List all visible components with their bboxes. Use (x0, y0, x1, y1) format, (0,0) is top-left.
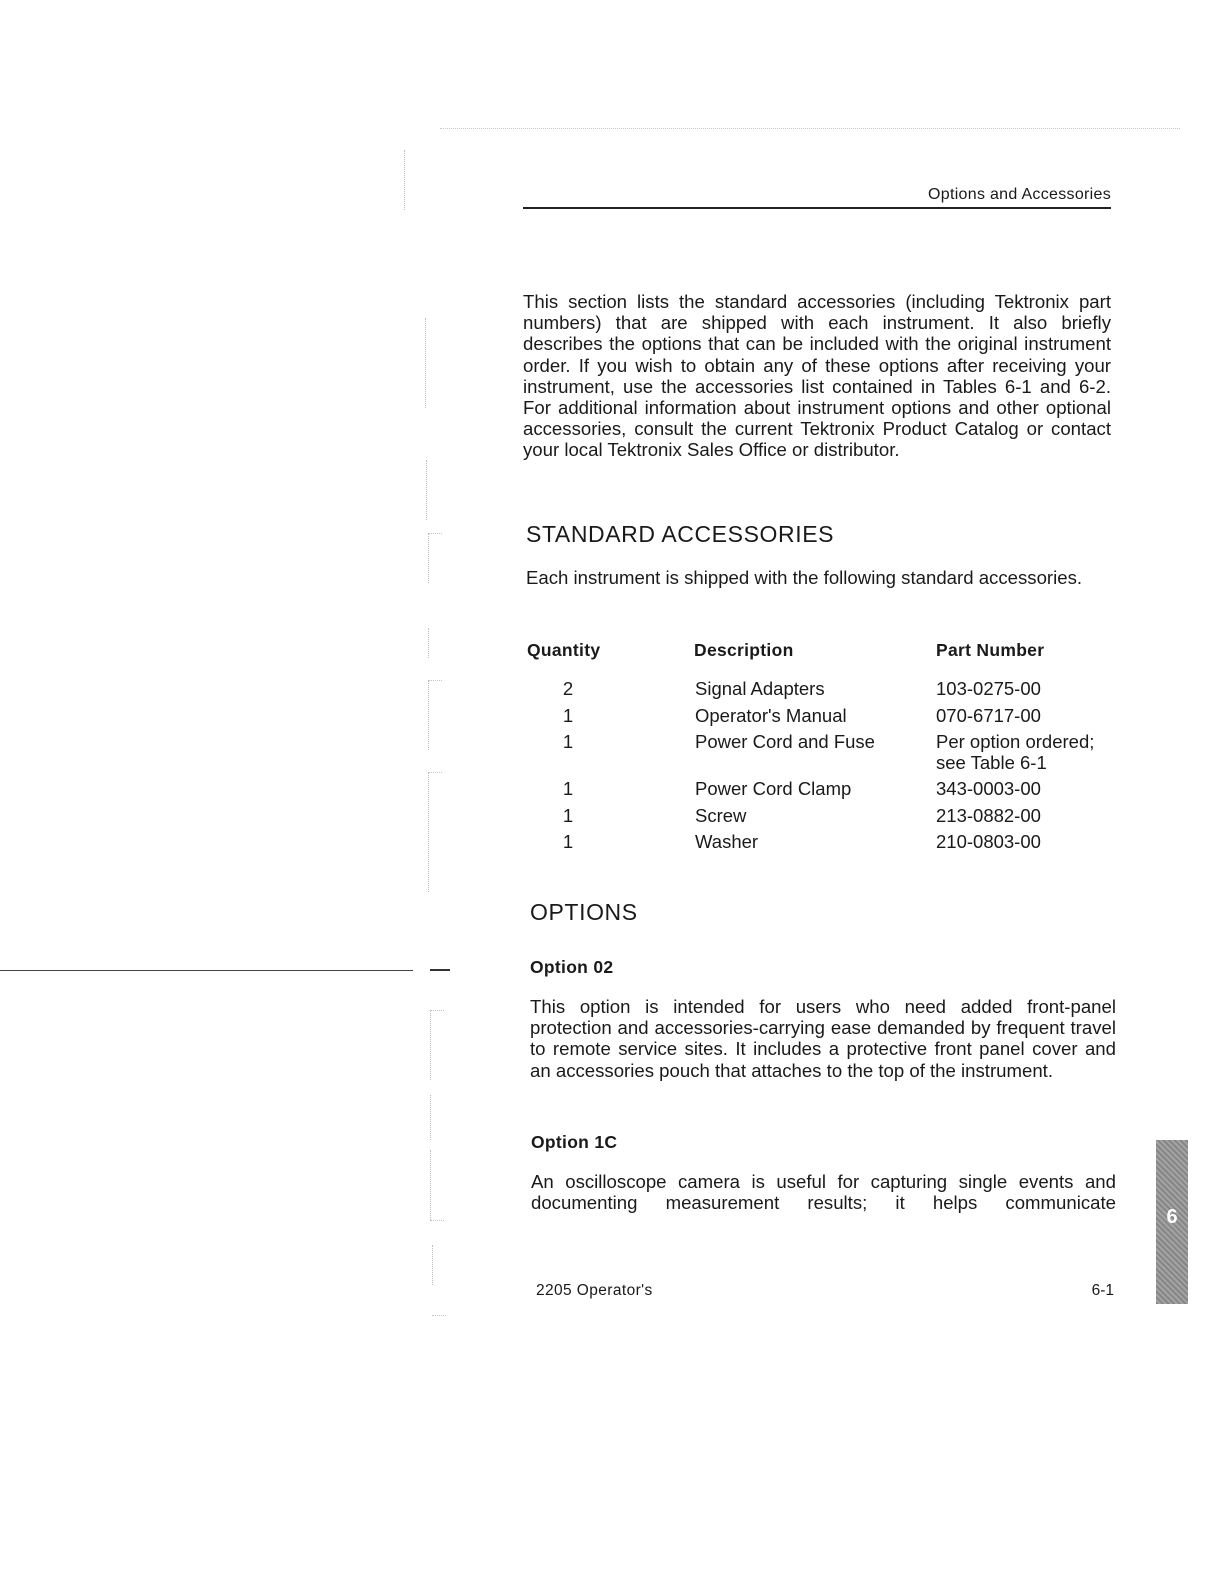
row-description: Operator's Manual (695, 705, 847, 726)
row-quantity: 1 (562, 778, 574, 799)
row-description: Power Cord Clamp (695, 778, 852, 799)
row-part-number: 210-0803-00 (936, 831, 1041, 852)
binder-ghost-mark (430, 1220, 444, 1221)
option-1c-body: An oscilloscope camera is useful for capturing single events and documenting measurement results; it helps communicate (531, 1171, 1116, 1214)
binder-ghost-mark (428, 680, 429, 750)
binder-ghost-mark (430, 1010, 444, 1011)
row-part-number: Per option ordered; see Table 6-1 (936, 731, 1095, 773)
row-description: Power Cord and Fuse (695, 731, 875, 752)
row-part-number: 103-0275-00 (936, 678, 1041, 699)
scan-noise-band (440, 128, 1180, 129)
row-description: Signal Adapters (695, 678, 825, 699)
row-quantity: 2 (562, 678, 574, 699)
binder-ghost-mark (425, 318, 426, 408)
row-quantity: 1 (562, 805, 574, 826)
footer-manual-title: 2205 Operator's (536, 1282, 653, 1299)
column-header-part-number: Part Number (936, 640, 1045, 660)
column-header-description: Description (694, 640, 794, 660)
binder-ghost-mark (428, 533, 429, 583)
binder-ghost-mark (428, 533, 442, 534)
row-part-number: 343-0003-00 (936, 778, 1041, 799)
standard-accessories-heading: STANDARD ACCESSORIES (526, 521, 835, 547)
option-02-title: Option 02 (530, 957, 614, 977)
footer-page-number: 6-1 (1091, 1282, 1114, 1299)
binder-ghost-mark (428, 628, 429, 658)
row-description: Screw (695, 805, 747, 826)
binder-ghost-mark (426, 460, 427, 520)
running-head: Options and Accessories (928, 186, 1111, 203)
binder-ghost-mark (404, 150, 405, 210)
section-tab-number: 6 (1166, 1206, 1178, 1228)
row-quantity: 1 (562, 831, 574, 852)
binder-ghost-mark (428, 680, 442, 681)
binder-ghost-mark (430, 1010, 431, 1080)
row-part-number: 213-0882-00 (936, 805, 1041, 826)
left-margin-rule (0, 970, 413, 971)
binder-ghost-mark (432, 1245, 433, 1285)
options-heading: OPTIONS (530, 899, 638, 925)
row-part-number: 070-6717-00 (936, 705, 1041, 726)
standard-accessories-lead: Each instrument is shipped with the following standard accessories. (526, 567, 1083, 588)
binder-ghost-mark (432, 1315, 446, 1316)
binder-ghost-mark (428, 772, 442, 773)
binder-ghost-mark (430, 1150, 431, 1220)
option-02-body: This option is intended for users who need added front-panel protection and accessories-carrying ease demanded by frequent travel to remote service sites. It includes a protective front panel cover and an accessories pouch that attaches to the top of the instrument. (530, 996, 1116, 1081)
row-quantity: 1 (562, 731, 574, 752)
row-quantity: 1 (562, 705, 574, 726)
row-description: Washer (695, 831, 759, 852)
intro-paragraph: This section lists the standard accessories (including Tektronix part numbers) that are shipped with each instrument. It also briefly describes the options that can be included with the original instrument order. If you wish to obtain any of these options after receiving your instrument, use the accessories list contained in Tables 6-1 and 6-2. For additional information about instrument options and other optional accessories, consult the current Tektronix Product Catalog or contact your local Tektronix Sales Office or distributor. (523, 291, 1111, 461)
binder-ghost-mark (430, 1095, 431, 1140)
header-rule (523, 207, 1111, 209)
binder-ghost-mark (428, 772, 429, 892)
column-header-quantity: Quantity (527, 640, 601, 660)
option-1c-title: Option 1C (531, 1132, 618, 1152)
left-margin-rule-tick (430, 969, 450, 971)
